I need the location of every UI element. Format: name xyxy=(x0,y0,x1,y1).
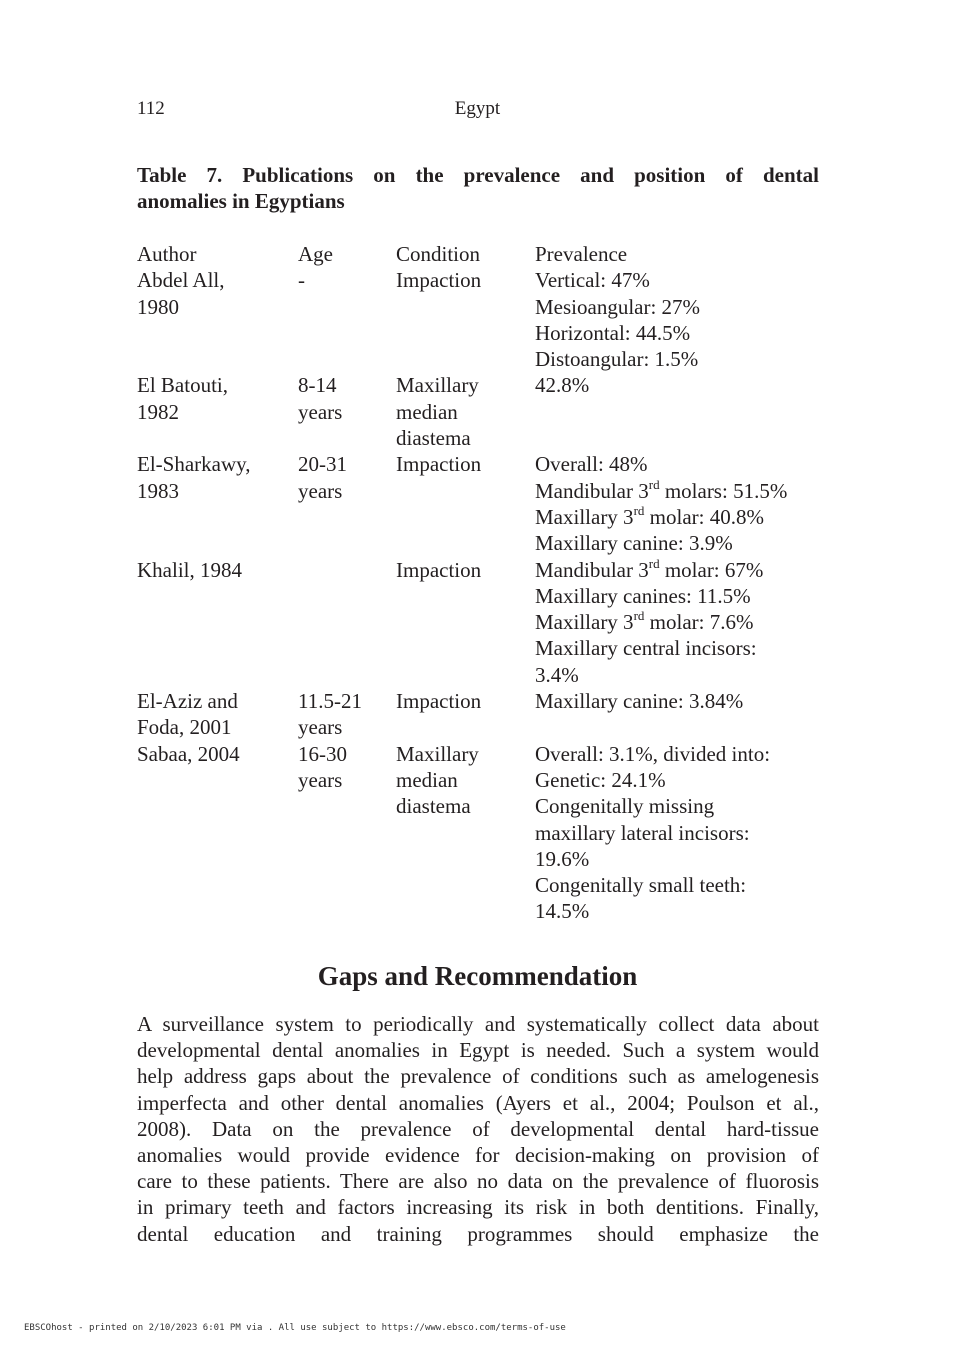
cell-condition-line: Maxillary xyxy=(396,741,479,766)
prevalence-text: Maxillary canine: 3.84% xyxy=(535,689,744,714)
prevalence-text: 3.4% xyxy=(535,662,579,687)
cell-condition xyxy=(396,267,535,372)
prevalence-text: molar: 7.6% xyxy=(644,610,754,635)
cell-author-line: Abdel All, xyxy=(137,268,225,293)
cell-condition-line: Impaction xyxy=(396,268,482,293)
table-row xyxy=(137,557,825,688)
ordinal-superscript: rd xyxy=(633,608,645,624)
body-paragraph xyxy=(137,1011,819,1247)
table-body xyxy=(137,267,825,924)
prevalence-text: Maxillary central incisors: xyxy=(535,636,757,661)
paragraph-line: dental education and training programmes should emphasize the xyxy=(137,1221,819,1246)
table-row xyxy=(137,688,825,741)
cell-condition xyxy=(396,372,535,451)
cell-prevalence-line xyxy=(535,872,825,898)
cell-age xyxy=(298,451,396,556)
cell-age-line: 8-14 xyxy=(298,373,337,398)
prevalence-text: Maxillary 3 xyxy=(535,610,634,635)
cell-prevalence-line xyxy=(535,898,825,924)
cell-author-line: El-Sharkawy, xyxy=(137,452,251,477)
prevalence-text: molars: 51.5% xyxy=(659,478,788,503)
prevalence-text: Mesioangular: 27% xyxy=(535,294,701,319)
running-head: Egypt xyxy=(454,98,501,119)
table-row xyxy=(137,267,825,372)
cell-prevalence xyxy=(535,451,825,556)
cell-prevalence-line xyxy=(535,557,825,583)
cell-age-line: years xyxy=(298,715,343,740)
cell-author-line: Khalil, 1984 xyxy=(137,557,242,582)
cell-condition-line: Maxillary xyxy=(396,373,479,398)
paragraph-line: anomalies would provide evidence for decision-making on provision of xyxy=(137,1143,819,1168)
cell-age-line: years xyxy=(298,478,343,503)
paragraph-line: 2008). Data on the prevalence of developmental dental hard-tissue xyxy=(137,1116,819,1141)
table-row xyxy=(137,451,825,556)
cell-age xyxy=(298,372,396,451)
cell-condition-line: median xyxy=(396,767,458,792)
cell-age-line: years xyxy=(298,767,343,792)
table-row xyxy=(137,372,825,451)
prevalence-text: 14.5% xyxy=(535,899,590,924)
cell-prevalence-line xyxy=(535,294,825,320)
paragraph-line: in primary teeth and factors increasing its risk in both dentitions. Finally, xyxy=(137,1195,819,1220)
cell-age-line: years xyxy=(298,399,343,424)
cell-author xyxy=(137,741,298,925)
paragraph-line: care to these patients. There are also no data on the prevalence of fluorosis xyxy=(137,1169,819,1194)
prevalence-text: Mandibular 3 xyxy=(535,478,649,503)
cell-author-line: Foda, 2001 xyxy=(137,715,232,740)
cell-condition xyxy=(396,688,535,741)
prevalence-table xyxy=(137,241,825,925)
cell-age-line: 11.5-21 xyxy=(298,689,362,714)
prevalence-text: Overall: 48% xyxy=(535,452,648,477)
cell-prevalence-line xyxy=(535,320,825,346)
prevalence-text: Maxillary 3 xyxy=(535,504,634,529)
paragraph-line: A surveillance system to periodically and systematically collect data about xyxy=(137,1012,819,1036)
cell-prevalence-line xyxy=(535,478,825,504)
prevalence-text: Vertical: 47% xyxy=(535,268,650,293)
ordinal-superscript: rd xyxy=(648,476,660,492)
table-row xyxy=(137,741,825,925)
header-condition: Condition xyxy=(396,242,481,266)
cell-age xyxy=(298,741,396,925)
cell-author-line: Sabaa, 2004 xyxy=(137,741,240,766)
table-caption xyxy=(137,162,819,214)
cell-condition xyxy=(396,557,535,688)
prevalence-text: Mandibular 3 xyxy=(535,557,649,582)
prevalence-text: Congenitally missing xyxy=(535,794,715,819)
prevalence-text: Maxillary canines: 11.5% xyxy=(535,583,751,608)
cell-age xyxy=(298,557,396,688)
prevalence-text: molar: 67% xyxy=(659,557,764,582)
page-number: 112 xyxy=(137,98,165,119)
cell-condition-line: Impaction xyxy=(396,557,482,582)
cell-prevalence-line xyxy=(535,609,825,635)
cell-prevalence-line xyxy=(535,372,825,398)
cell-author xyxy=(137,267,298,372)
cell-age xyxy=(298,267,396,372)
paragraph-line: imperfecta and other dental anomalies (Ayers et al., 2004; Poulson et al., xyxy=(137,1090,819,1115)
prevalence-text: 42.8% xyxy=(535,373,590,398)
prevalence-text: Overall: 3.1%, divided into: xyxy=(535,741,771,766)
cell-prevalence-line xyxy=(535,530,825,556)
cell-prevalence-line xyxy=(535,767,825,793)
ordinal-superscript: rd xyxy=(633,502,645,518)
cell-condition-line: Impaction xyxy=(396,452,482,477)
prevalence-text: Congenitally small teeth: xyxy=(535,873,747,898)
cell-condition-line: median xyxy=(396,399,458,424)
prevalence-text: maxillary lateral incisors: xyxy=(535,820,750,845)
prevalence-text: Maxillary canine: 3.9% xyxy=(535,531,733,556)
cell-condition-line: diastema xyxy=(396,426,471,451)
cell-prevalence xyxy=(535,557,825,688)
cell-prevalence-line xyxy=(535,583,825,609)
cell-condition xyxy=(396,741,535,925)
cell-prevalence xyxy=(535,267,825,372)
cell-author xyxy=(137,451,298,556)
prevalence-text: molar: 40.8% xyxy=(644,504,764,529)
prevalence-text: Horizontal: 44.5% xyxy=(535,320,691,345)
cell-prevalence-line xyxy=(535,451,825,477)
cell-prevalence xyxy=(535,688,825,741)
header-prevalence: Prevalence xyxy=(535,242,628,266)
paragraph-line: help address gaps about the prevalence of conditions such as amelogenesis xyxy=(137,1064,819,1089)
cell-author-line: El-Aziz and xyxy=(137,689,238,714)
cell-prevalence-line xyxy=(535,635,825,661)
header-age: Age xyxy=(298,242,333,266)
paragraph-line: developmental dental anomalies in Egypt is needed. Such a system would xyxy=(137,1038,819,1063)
table-caption-line: Table 7. Publications on the prevalence and position of dental xyxy=(137,163,819,187)
cell-age xyxy=(298,688,396,741)
prevalence-text: 19.6% xyxy=(535,846,590,871)
cell-age-line: 20-31 xyxy=(298,452,347,477)
cell-author-line: El Batouti, xyxy=(137,373,228,398)
cell-author xyxy=(137,688,298,741)
cell-condition-line: diastema xyxy=(396,794,471,819)
section-heading: Gaps and Recommendation xyxy=(317,961,638,991)
cell-age-line: 16-30 xyxy=(298,741,347,766)
cell-author xyxy=(137,372,298,451)
cell-prevalence-line xyxy=(535,846,825,872)
prevalence-text: Genetic: 24.1% xyxy=(535,767,666,792)
table-header-row xyxy=(137,241,825,267)
cell-prevalence-line xyxy=(535,267,825,293)
cell-condition-line: Impaction xyxy=(396,689,482,714)
header-author: Author xyxy=(137,242,197,266)
cell-author-line: 1982 xyxy=(137,399,179,424)
prevalence-text: Distoangular: 1.5% xyxy=(535,347,699,372)
cell-prevalence xyxy=(535,372,825,451)
cell-author-line: 1980 xyxy=(137,294,179,319)
cell-age-line: - xyxy=(298,268,305,293)
cell-prevalence-line xyxy=(535,504,825,530)
cell-author xyxy=(137,557,298,688)
cell-prevalence-line xyxy=(535,820,825,846)
cell-prevalence-line xyxy=(535,741,825,767)
cell-condition xyxy=(396,451,535,556)
cell-prevalence xyxy=(535,741,825,925)
cell-prevalence-line xyxy=(535,688,825,714)
cell-prevalence-line xyxy=(535,662,825,688)
table-caption-line: anomalies in Egyptians xyxy=(137,189,345,213)
cell-author-line: 1983 xyxy=(137,478,179,503)
ordinal-superscript: rd xyxy=(648,555,660,571)
footer-note: EBSCOhost - printed on 2/10/2023 6:01 PM via . All use subject to https://www.ebsco.com/terms-of-use xyxy=(24,1323,566,1333)
cell-prevalence-line xyxy=(535,793,825,819)
cell-prevalence-line xyxy=(535,346,825,372)
